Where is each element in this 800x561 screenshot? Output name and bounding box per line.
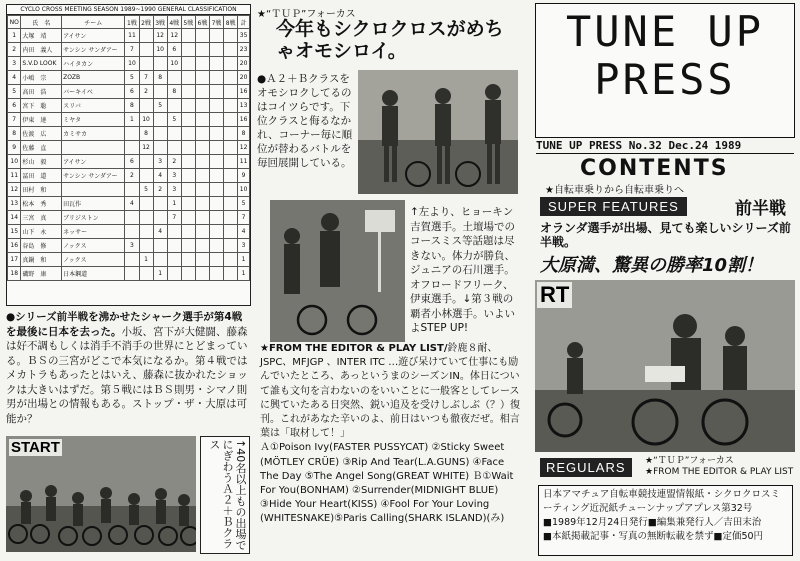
standings-cell	[224, 183, 238, 197]
standings-cell: 1	[125, 113, 139, 127]
standings-cell: 5	[238, 197, 250, 211]
standings-cell	[224, 155, 238, 169]
standings-cell: 1	[238, 253, 250, 267]
standings-cell: ハイタカン	[62, 57, 125, 71]
standings-cell: 12	[139, 141, 153, 155]
standings-cell	[139, 211, 153, 225]
standings-cell: 5	[153, 99, 167, 113]
standings-cell: 杉山 毅	[21, 155, 62, 169]
standings-cell: S.V.D LOOK	[21, 57, 62, 71]
standings-cell: 10	[153, 43, 167, 57]
standings-cell: 8	[8, 127, 21, 141]
standings-cell	[153, 197, 167, 211]
standings-row	[8, 141, 250, 155]
standings-header-cell: チーム	[62, 16, 125, 29]
logo-line-1: TUNE UP	[565, 7, 764, 56]
logo-line-2: PRESS	[594, 55, 736, 104]
standings-cell	[62, 183, 125, 197]
standings-cell	[139, 225, 153, 239]
standings-cell	[181, 127, 195, 141]
standings-row	[8, 113, 250, 127]
standings-cell	[224, 253, 238, 267]
standings-cell: アイサン	[62, 29, 125, 43]
standings-cell: 7	[125, 43, 139, 57]
standings-cell	[167, 239, 181, 253]
standings-cell	[125, 253, 139, 267]
standings-cell: 松本 秀	[21, 197, 62, 211]
play-list: Ａ①Poison Ivy(FASTER PUSSYCAT) ②Sticky Sweet (MÖTLEY CRÜE) ③Rip And Tear(L.A.GUNS) ④Face The Day ⑤The Angel Song(GREAT WHITE) Ｂ①Wait For You(BONHAM) ②Surrender(MIDNIGHT BLUE) ③Hide Your Heart(KISS) ④Fool For Your Loving (WHITESNAKE)⑤Paris Calling(SHARK ISLAND)(み)	[260, 442, 514, 525]
standings-cell	[209, 253, 223, 267]
contents-title: CONTENTS	[580, 156, 729, 181]
focus-photo-caption: ↑左より、ヒョーキン吉賀選手。土壇場でのコースミス等話題は尽きない。体力が勝負、ジュニアの石川選手。オフロードフリーク、伊東選手。↓第３戦の覇者小林選手。いよいよSTEP UP!	[410, 206, 515, 334]
standings-cell: 2	[125, 169, 139, 183]
standings-header-row	[8, 16, 250, 29]
standings-cell	[139, 267, 153, 281]
standings-cell: 佐渡 広	[21, 127, 62, 141]
race-image	[535, 280, 795, 452]
standings-cell: 田村 和	[21, 183, 62, 197]
feature-text: オランダ選手が出場、見ても楽しいシリーズ前半戦。	[540, 221, 791, 249]
standings-cell: 5	[8, 85, 21, 99]
standings-cell: 4	[8, 71, 21, 85]
standings-cell	[195, 43, 209, 57]
standings-cell: 1	[139, 253, 153, 267]
standings-cell: 大塚 靖	[21, 29, 62, 43]
standings-row	[8, 57, 250, 71]
standings-cell: 4	[153, 169, 167, 183]
standings-cell	[181, 183, 195, 197]
standings-cell: 15	[8, 225, 21, 239]
standings-cell	[209, 113, 223, 127]
standings-cell	[195, 239, 209, 253]
standings-row	[8, 253, 250, 267]
standings-cell	[139, 57, 153, 71]
standings-cell: 10	[167, 57, 181, 71]
standings-cell	[195, 225, 209, 239]
standings-row	[8, 211, 250, 225]
left-article-lead: ●シリーズ前半戦を沸かせたシャーク選手が第4戦を最後に日本を去った。	[6, 311, 243, 338]
standings-cell	[195, 57, 209, 71]
standings-cell: 2	[8, 43, 21, 57]
standings-cell	[139, 239, 153, 253]
standings-cell	[195, 99, 209, 113]
standings-body	[8, 29, 250, 281]
standings-cell: 4	[153, 225, 167, 239]
standings-cell: 11	[125, 29, 139, 43]
standings-cell: 6	[8, 99, 21, 113]
standings-cell	[167, 225, 181, 239]
standings-cell: アイサン	[62, 155, 125, 169]
standings-cell	[139, 43, 153, 57]
standings-cell: 5	[167, 113, 181, 127]
standings-cell: 12	[8, 183, 21, 197]
standings-cell: 山下 永	[21, 225, 62, 239]
standings-cell	[224, 267, 238, 281]
standings-row	[8, 169, 250, 183]
standings-cell: 磯野 康	[21, 267, 62, 281]
standings-cell: 7	[139, 71, 153, 85]
regulars-list	[645, 456, 793, 478]
focus-headline: 今年もシクロクロスがめちゃオモシロイ。	[276, 18, 504, 62]
standings-cell: 3	[153, 155, 167, 169]
rider-portrait-image	[270, 200, 405, 342]
standings-cell	[209, 197, 223, 211]
standings-cell	[125, 183, 139, 197]
regulars-item: ★FROM THE EDITOR & PLAY LIST	[645, 467, 794, 477]
standings-cell	[195, 169, 209, 183]
standings-cell: 16	[8, 239, 21, 253]
standings-cell	[125, 267, 139, 281]
standings-cell: 佐藤 直	[21, 141, 62, 155]
standings-cell: 5	[139, 183, 153, 197]
standings-cell	[209, 225, 223, 239]
standings-cell: 4	[238, 225, 250, 239]
standings-cell: 3	[238, 239, 250, 253]
standings-cell	[195, 211, 209, 225]
left-article	[6, 310, 250, 426]
standings-cell	[181, 267, 195, 281]
standings-cell	[125, 225, 139, 239]
standings-cell	[153, 141, 167, 155]
standings-cell	[224, 169, 238, 183]
standings-cell	[167, 71, 181, 85]
standings-cell: 3	[167, 169, 181, 183]
regulars-item: ★“ＴＵＰ”フォーカス	[645, 456, 734, 466]
standings-cell: 6	[125, 155, 139, 169]
standings-cell: 8	[139, 127, 153, 141]
standings-cell	[139, 197, 153, 211]
standings-row	[8, 239, 250, 253]
standings-header-cell: 1戦	[125, 16, 139, 29]
standings-cell	[125, 141, 139, 155]
standings-cell	[195, 141, 209, 155]
standings-cell: 伊東 達	[21, 113, 62, 127]
standings-row	[8, 29, 250, 43]
super-features-bar: SUPER FEATURES	[540, 197, 687, 216]
standings-cell	[139, 29, 153, 43]
standings-cell	[224, 113, 238, 127]
standings-cell	[224, 85, 238, 99]
standings-cell	[209, 155, 223, 169]
standings-header-cell: 8戦	[224, 16, 238, 29]
standings-cell: 11	[8, 169, 21, 183]
standings-cell	[224, 29, 238, 43]
standings-cell: ネッサー	[62, 225, 125, 239]
standings-row	[8, 197, 250, 211]
standings-cell	[224, 43, 238, 57]
standings-header-cell: 2戦	[139, 16, 153, 29]
standings-cell	[224, 239, 238, 253]
standings-cell: 2	[139, 85, 153, 99]
standings-cell: 6	[167, 43, 181, 57]
standings-cell	[181, 113, 195, 127]
start-sign: START	[11, 439, 60, 456]
standings-cell: 6	[125, 85, 139, 99]
standings-cell: ブリジストン	[62, 211, 125, 225]
standings-cell: 7	[167, 211, 181, 225]
standings-cell: 20	[238, 57, 250, 71]
standings-cell: 三宮 真	[21, 211, 62, 225]
standings-cell	[224, 197, 238, 211]
standings-cell: 12	[238, 141, 250, 155]
standings-cell: 1	[8, 29, 21, 43]
standings-cell	[181, 43, 195, 57]
standings-cell	[195, 71, 209, 85]
standings-header-cell: NO	[8, 16, 21, 29]
regulars-bar: REGULARS	[540, 458, 632, 477]
standings-cell	[195, 113, 209, 127]
standings-header-cell: 氏 名	[21, 16, 62, 29]
standings-cell: 18	[8, 267, 21, 281]
standings-cell	[181, 99, 195, 113]
standings-cell: 田瓦作	[62, 197, 125, 211]
standings-cell	[224, 71, 238, 85]
standings-cell: 20	[238, 71, 250, 85]
standings-cell	[167, 99, 181, 113]
standings-cell: 真鍋 和	[21, 253, 62, 267]
standings-header-cell: 4戦	[167, 16, 181, 29]
standings-cell	[181, 239, 195, 253]
standings-cell: 冨田 道	[21, 169, 62, 183]
rider-portrait-photo	[270, 200, 405, 342]
standings-cell	[195, 85, 209, 99]
standings-cell	[62, 141, 125, 155]
standings-cell	[153, 253, 167, 267]
standings-cell: 10	[8, 155, 21, 169]
standings-row	[8, 85, 250, 99]
standings-row	[8, 99, 250, 113]
race-photo	[535, 280, 795, 452]
standings-cell	[167, 141, 181, 155]
standings-row	[8, 127, 250, 141]
standings-cell	[181, 29, 195, 43]
standings-cell: 9	[8, 141, 21, 155]
standings-cell	[167, 127, 181, 141]
standings-cell: 谷島 修	[21, 239, 62, 253]
standings-cell: 3	[8, 57, 21, 71]
standings-cell	[139, 155, 153, 169]
standings-cell: 10	[139, 113, 153, 127]
standings-row	[8, 43, 250, 57]
standings-cell	[125, 211, 139, 225]
standings-cell	[195, 267, 209, 281]
editor-section	[260, 342, 522, 527]
standings-cell	[181, 85, 195, 99]
standings-cell	[209, 267, 223, 281]
standings-cell: 12	[167, 29, 181, 43]
standings-cell: 3	[125, 239, 139, 253]
standings-header-cell: 5戦	[181, 16, 195, 29]
standings-cell: 10	[238, 183, 250, 197]
standings-cell	[209, 71, 223, 85]
standings-header-cell: 3戦	[153, 16, 167, 29]
standings-cell	[195, 155, 209, 169]
standings-cell: 5	[125, 71, 139, 85]
standings-cell	[181, 155, 195, 169]
standings-cell	[209, 183, 223, 197]
standings-cell	[181, 169, 195, 183]
standings-cell: 13	[238, 99, 250, 113]
standings-cell	[139, 169, 153, 183]
standings-cell: 宮下 聡	[21, 99, 62, 113]
standings-cell	[153, 239, 167, 253]
standings-cell	[167, 267, 181, 281]
standings-cell	[224, 127, 238, 141]
contents-subtitle: ★自転車乗りから自転車乗りへ	[545, 185, 684, 196]
colophon-line: 日本アマチュア自転車競技連盟情報紙・シクロクロスミーティング近況紙チューンナップアプレス第32号	[543, 489, 781, 514]
standings-cell: 高田 浩	[21, 85, 62, 99]
standings-cell	[224, 225, 238, 239]
focus-label: ★“ＴＵＰ”フォーカス	[257, 9, 356, 20]
standings-cell	[125, 127, 139, 141]
standings-cell: スリバ	[62, 99, 125, 113]
race-start-sign: RT	[537, 282, 572, 308]
standings-cell: ミヤタ	[62, 113, 125, 127]
colophon-line: ■本紙掲載記事・写真の無断転載を禁ず■定価50円	[543, 531, 764, 542]
standings-table-box	[6, 4, 251, 306]
standings-cell: 2	[167, 155, 181, 169]
standings-cell: 8	[238, 127, 250, 141]
standings-cell	[181, 71, 195, 85]
standings-cell: 1	[238, 267, 250, 281]
standings-cell: 16	[238, 85, 250, 99]
editor-heading: ★FROM THE EDITOR & PLAY LIST/	[260, 343, 448, 354]
standings-title: CYCLO CROSS MEETING SEASON 1989~1990 GENERAL CLASSIFICATION	[7, 5, 250, 15]
standings-cell: 9	[238, 169, 250, 183]
standings-cell	[209, 211, 223, 225]
standings-cell	[181, 141, 195, 155]
standings-cell	[209, 169, 223, 183]
standings-cell	[181, 225, 195, 239]
standings-cell	[195, 183, 209, 197]
standings-cell	[224, 57, 238, 71]
standings-table	[7, 15, 250, 281]
start-photo-caption: ↑40名以上もの出場でにぎわうＡ２＋Ｂクラス	[200, 436, 250, 554]
standings-row	[8, 71, 250, 85]
first-half-label: 前半戦	[735, 199, 786, 219]
standings-cell	[209, 141, 223, 155]
standings-header-cell: 6戦	[195, 16, 209, 29]
standings-cell	[181, 211, 195, 225]
standings-cell: ノックス	[62, 239, 125, 253]
standings-cell: 8	[153, 71, 167, 85]
standings-cell	[209, 57, 223, 71]
standings-cell: サンシン サンダアー	[62, 43, 125, 57]
standings-cell	[195, 127, 209, 141]
standings-cell	[181, 197, 195, 211]
standings-cell: 12	[153, 29, 167, 43]
riders-group-photo	[358, 70, 518, 194]
standings-cell: 16	[238, 113, 250, 127]
standings-cell: 14	[8, 211, 21, 225]
standings-cell: サンシン サンダアー	[62, 169, 125, 183]
standings-cell	[153, 127, 167, 141]
masthead-logo	[535, 3, 795, 138]
colophon-line: ■1989年12月24日発行■編集兼発行人／吉田末治	[543, 517, 762, 528]
standings-row	[8, 183, 250, 197]
standings-cell: 1	[153, 267, 167, 281]
standings-cell	[209, 85, 223, 99]
standings-cell	[181, 253, 195, 267]
standings-cell	[153, 85, 167, 99]
standings-cell	[153, 113, 167, 127]
standings-row	[8, 155, 250, 169]
start-photo	[6, 436, 196, 552]
standings-cell	[195, 253, 209, 267]
standings-cell: 4	[125, 197, 139, 211]
issue-line: TUNE UP PRESS No.32 Dec.24 1989	[536, 137, 794, 154]
standings-cell	[209, 99, 223, 113]
standings-cell: 1	[167, 197, 181, 211]
standings-cell	[195, 29, 209, 43]
standings-cell: 小嶋 宗	[21, 71, 62, 85]
left-article-body: 小坂、宮下が大健闘、藤森は好不調もしくは消手不消手の世界にとどまっている。ＢＳの三宮がどこで本気になるか。第４戦ではメカトラもあったとはいえ、藤森に抜かれたショックは大きいはずだ。第５戦にはＢＳ則男・シマノ則男が出場との情報もある。ストップ・ザ・大原は可能か？	[6, 325, 248, 425]
standings-cell: 11	[238, 155, 250, 169]
standings-header-cell: 7戦	[209, 16, 223, 29]
standings-cell: 23	[238, 43, 250, 57]
standings-cell	[181, 57, 195, 71]
editor-text: 鈴鹿８耐、JSPC、MFJGP 、INTER ITC …遊び呆けていて仕事にも励んでいたところ、あっというまのシーズンIN。体日について誰も文句を言わないのをいいことに一般客としてレースに興ていたある日突然、鋭い追及を受けしぶしぶ（？）復刊。これがあなた辛いのよ、前日はいつも徹夜だぜ。相言葉は「取材して！」	[260, 343, 520, 440]
standings-row	[8, 267, 250, 281]
standings-cell	[209, 127, 223, 141]
standings-cell	[209, 239, 223, 253]
standings-cell: 7	[238, 211, 250, 225]
standings-header-cell: 計	[238, 16, 250, 29]
feature-headline: 大原満、驚異の勝率10割！	[540, 255, 764, 276]
standings-cell: 内田 義人	[21, 43, 62, 57]
standings-row	[8, 225, 250, 239]
standings-cell: バーキイベ	[62, 85, 125, 99]
standings-cell: 8	[125, 99, 139, 113]
standings-cell	[224, 99, 238, 113]
standings-cell	[153, 57, 167, 71]
standings-cell	[209, 29, 223, 43]
standings-cell: 35	[238, 29, 250, 43]
standings-cell: 17	[8, 253, 21, 267]
standings-cell	[195, 197, 209, 211]
standings-cell	[224, 211, 238, 225]
standings-cell: ノックス	[62, 253, 125, 267]
standings-cell: 8	[167, 85, 181, 99]
standings-cell	[139, 99, 153, 113]
standings-cell: カミサカ	[62, 127, 125, 141]
standings-cell: ZOZB	[62, 71, 125, 85]
focus-intro: ●Ａ２＋Ｂクラスをオモシロクしてるのはコイツらです。下位クラスと侮るなかれ、コーナー毎に順位が替わるバトルを毎回展開している。	[257, 73, 353, 169]
standings-cell: 13	[8, 197, 21, 211]
riders-group-image	[358, 70, 518, 194]
standings-cell: 7	[8, 113, 21, 127]
standings-cell	[153, 211, 167, 225]
standings-cell: 日本鋼道	[62, 267, 125, 281]
standings-cell	[224, 141, 238, 155]
standings-cell: 10	[125, 57, 139, 71]
standings-cell: 3	[167, 183, 181, 197]
standings-cell	[209, 43, 223, 57]
standings-cell	[167, 253, 181, 267]
standings-cell: 2	[153, 183, 167, 197]
colophon-box	[538, 485, 793, 556]
